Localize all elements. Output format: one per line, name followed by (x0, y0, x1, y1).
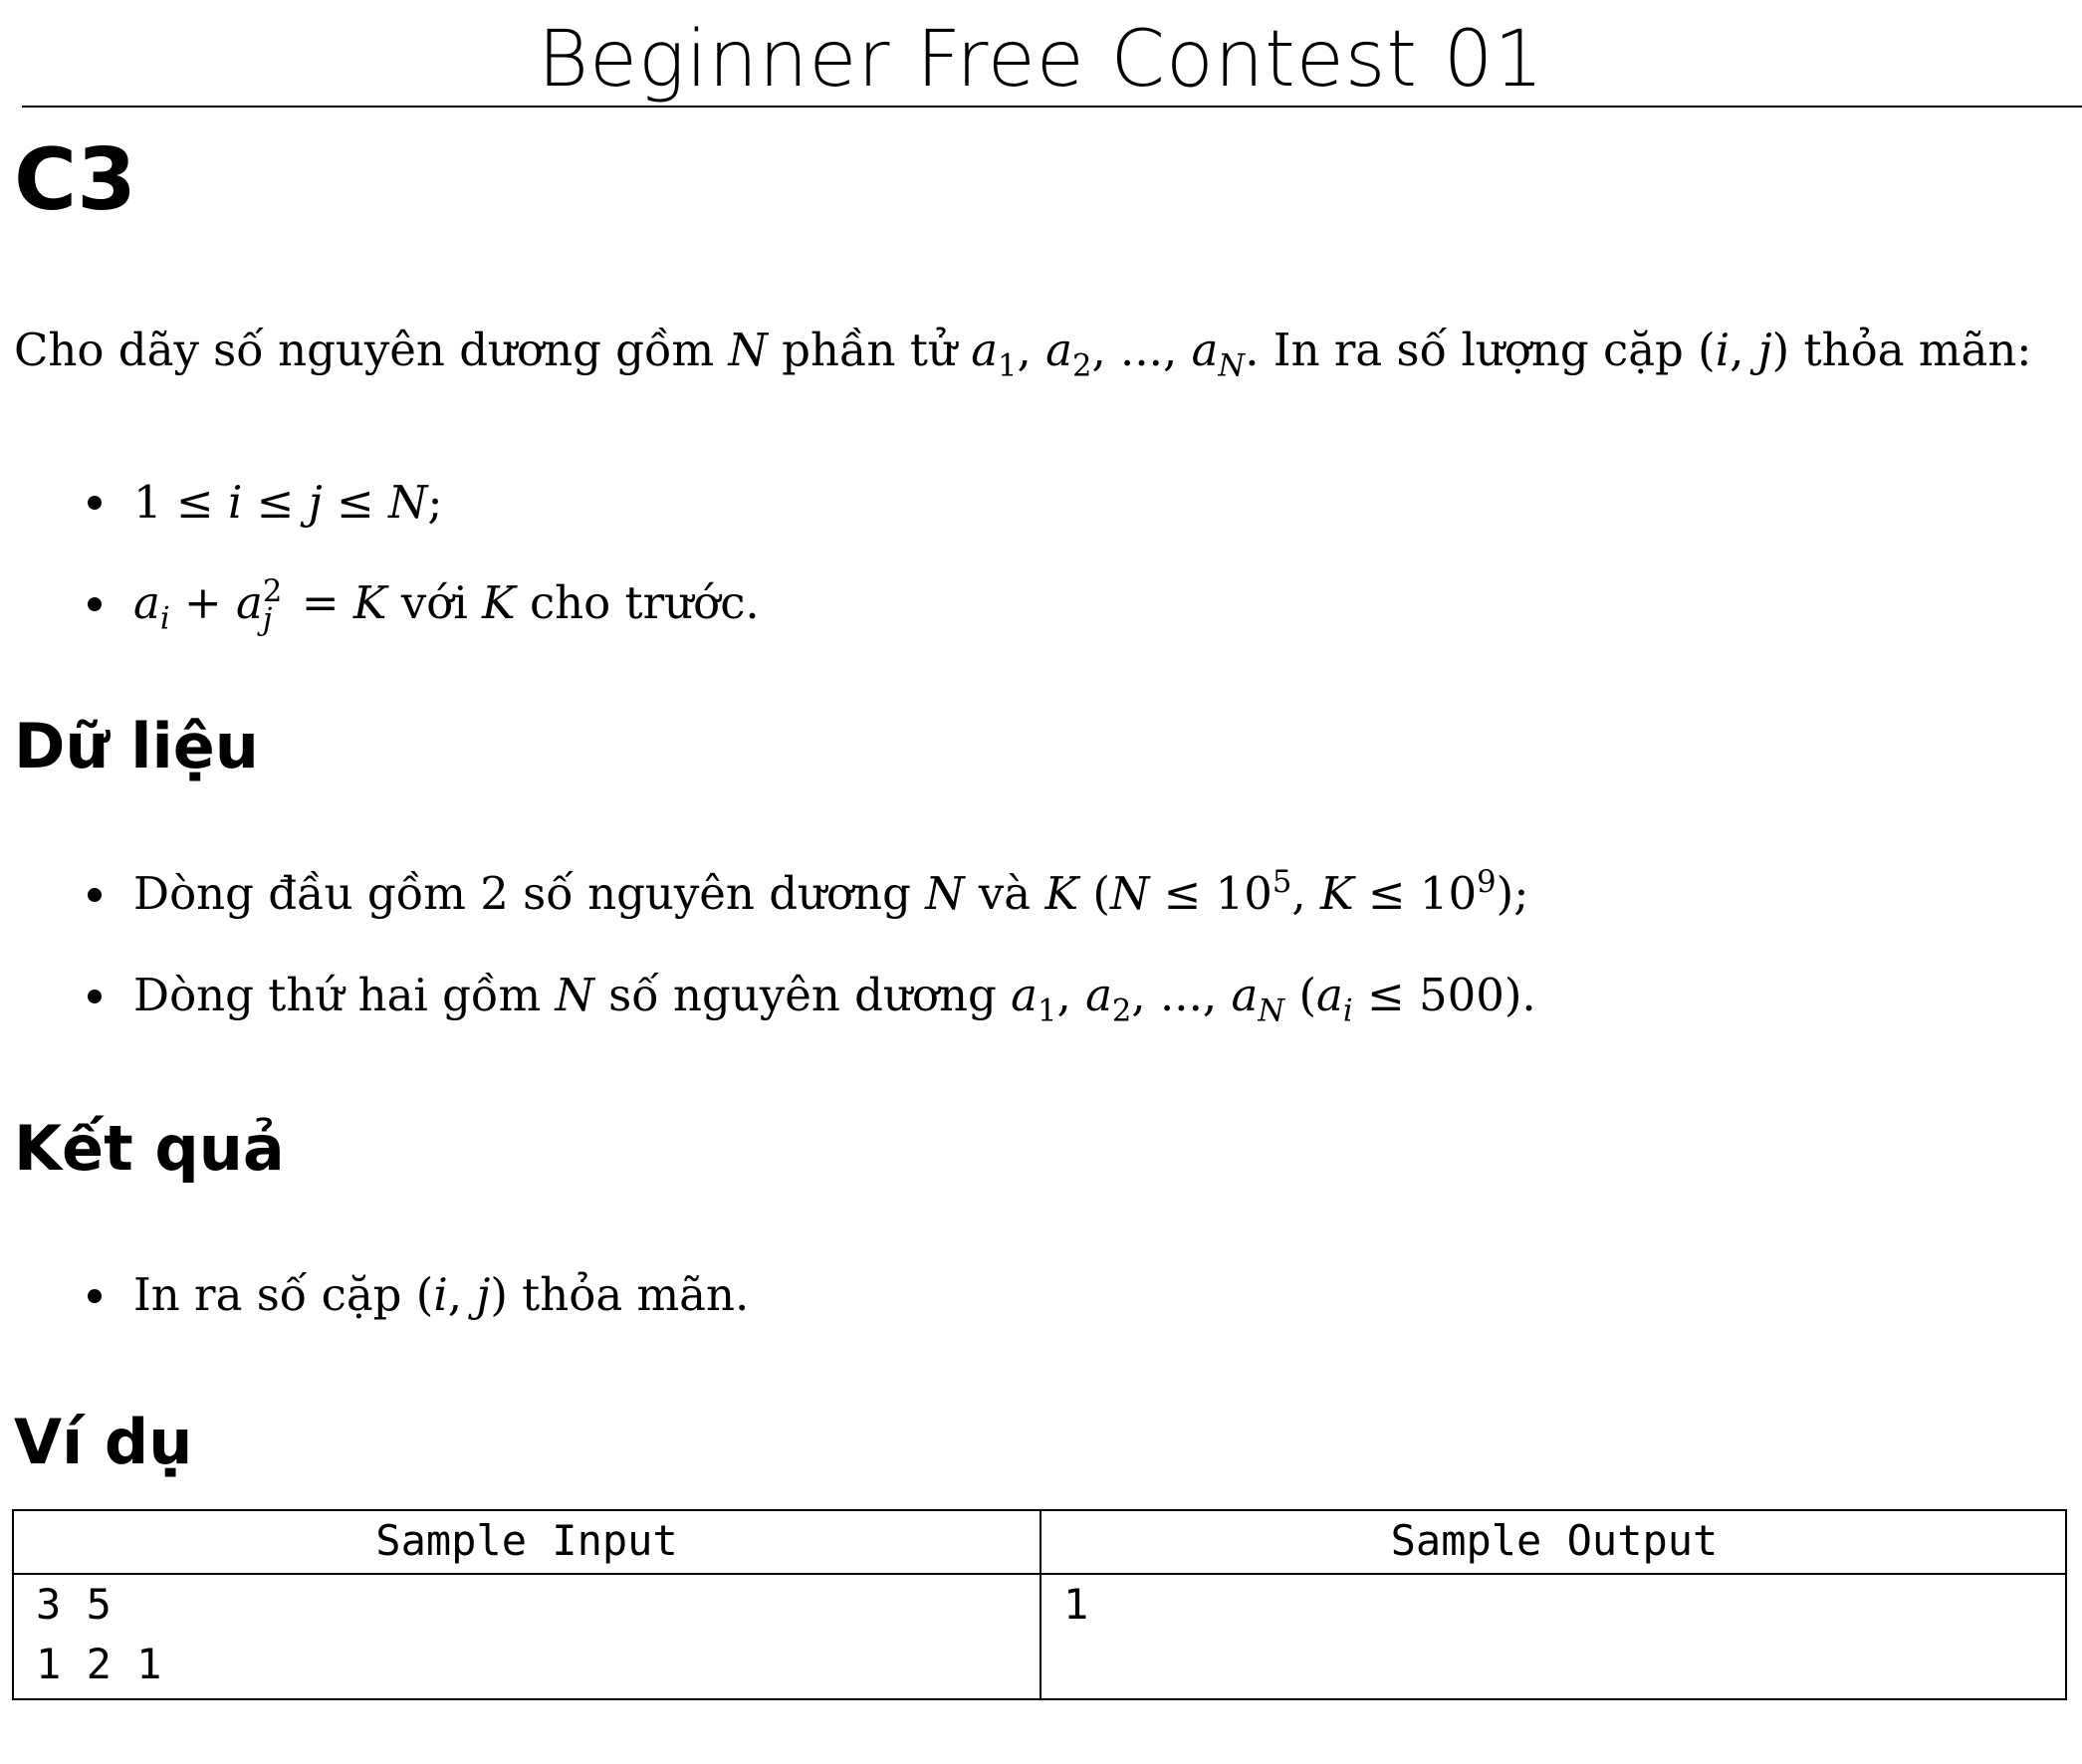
sample-table (12, 1509, 2067, 1700)
bullet (88, 1289, 102, 1303)
example-heading: Ví dụ (14, 1406, 193, 1478)
condition-item: 1 ≤ i ≤ j ≤ N; (133, 476, 443, 529)
output-item: In ra số cặp (i, j) thỏa mãn. (133, 1268, 750, 1321)
sample-input-line: 1 2 1 (36, 1640, 162, 1688)
sample-input-header: Sample Input (375, 1516, 678, 1565)
input-item: Dòng thứ hai gồm N số nguyên dương $a_1$, $a_2$, ..., $a_N$ $(a_i \le 500)$. (133, 969, 1536, 1029)
sample-output-header: Sample Output (1390, 1516, 1719, 1565)
condition-item: $a_i + a$ 2 j = K với K cho trước. (133, 574, 760, 637)
bullet (88, 888, 102, 902)
sample-input-line: 3 5 (36, 1580, 112, 1629)
bullet (88, 597, 102, 611)
problem-code: C3 (14, 130, 136, 230)
problem-statement: Cho dãy số nguyên dương gồm N phần tử $a_1$, $a_2$, ..., $a_N$. In ra số lượng cặp (i, j) thỏa mãn: (14, 324, 2032, 384)
input-item: Dòng đầu gồm 2 số nguyên dương N và K ($N \le 10^5$, $K \le 10^9$); (133, 865, 1529, 920)
header-divider (22, 106, 2082, 108)
bullet (88, 990, 102, 1003)
contest-title: Beginner Free Contest 01 (537, 15, 1545, 105)
bullet (88, 496, 102, 510)
output-heading: Kết quả (14, 1112, 285, 1185)
input-heading: Dữ liệu (14, 710, 259, 782)
table-header-divider (14, 1573, 2065, 1575)
sample-output-line: 1 (1063, 1580, 1089, 1629)
